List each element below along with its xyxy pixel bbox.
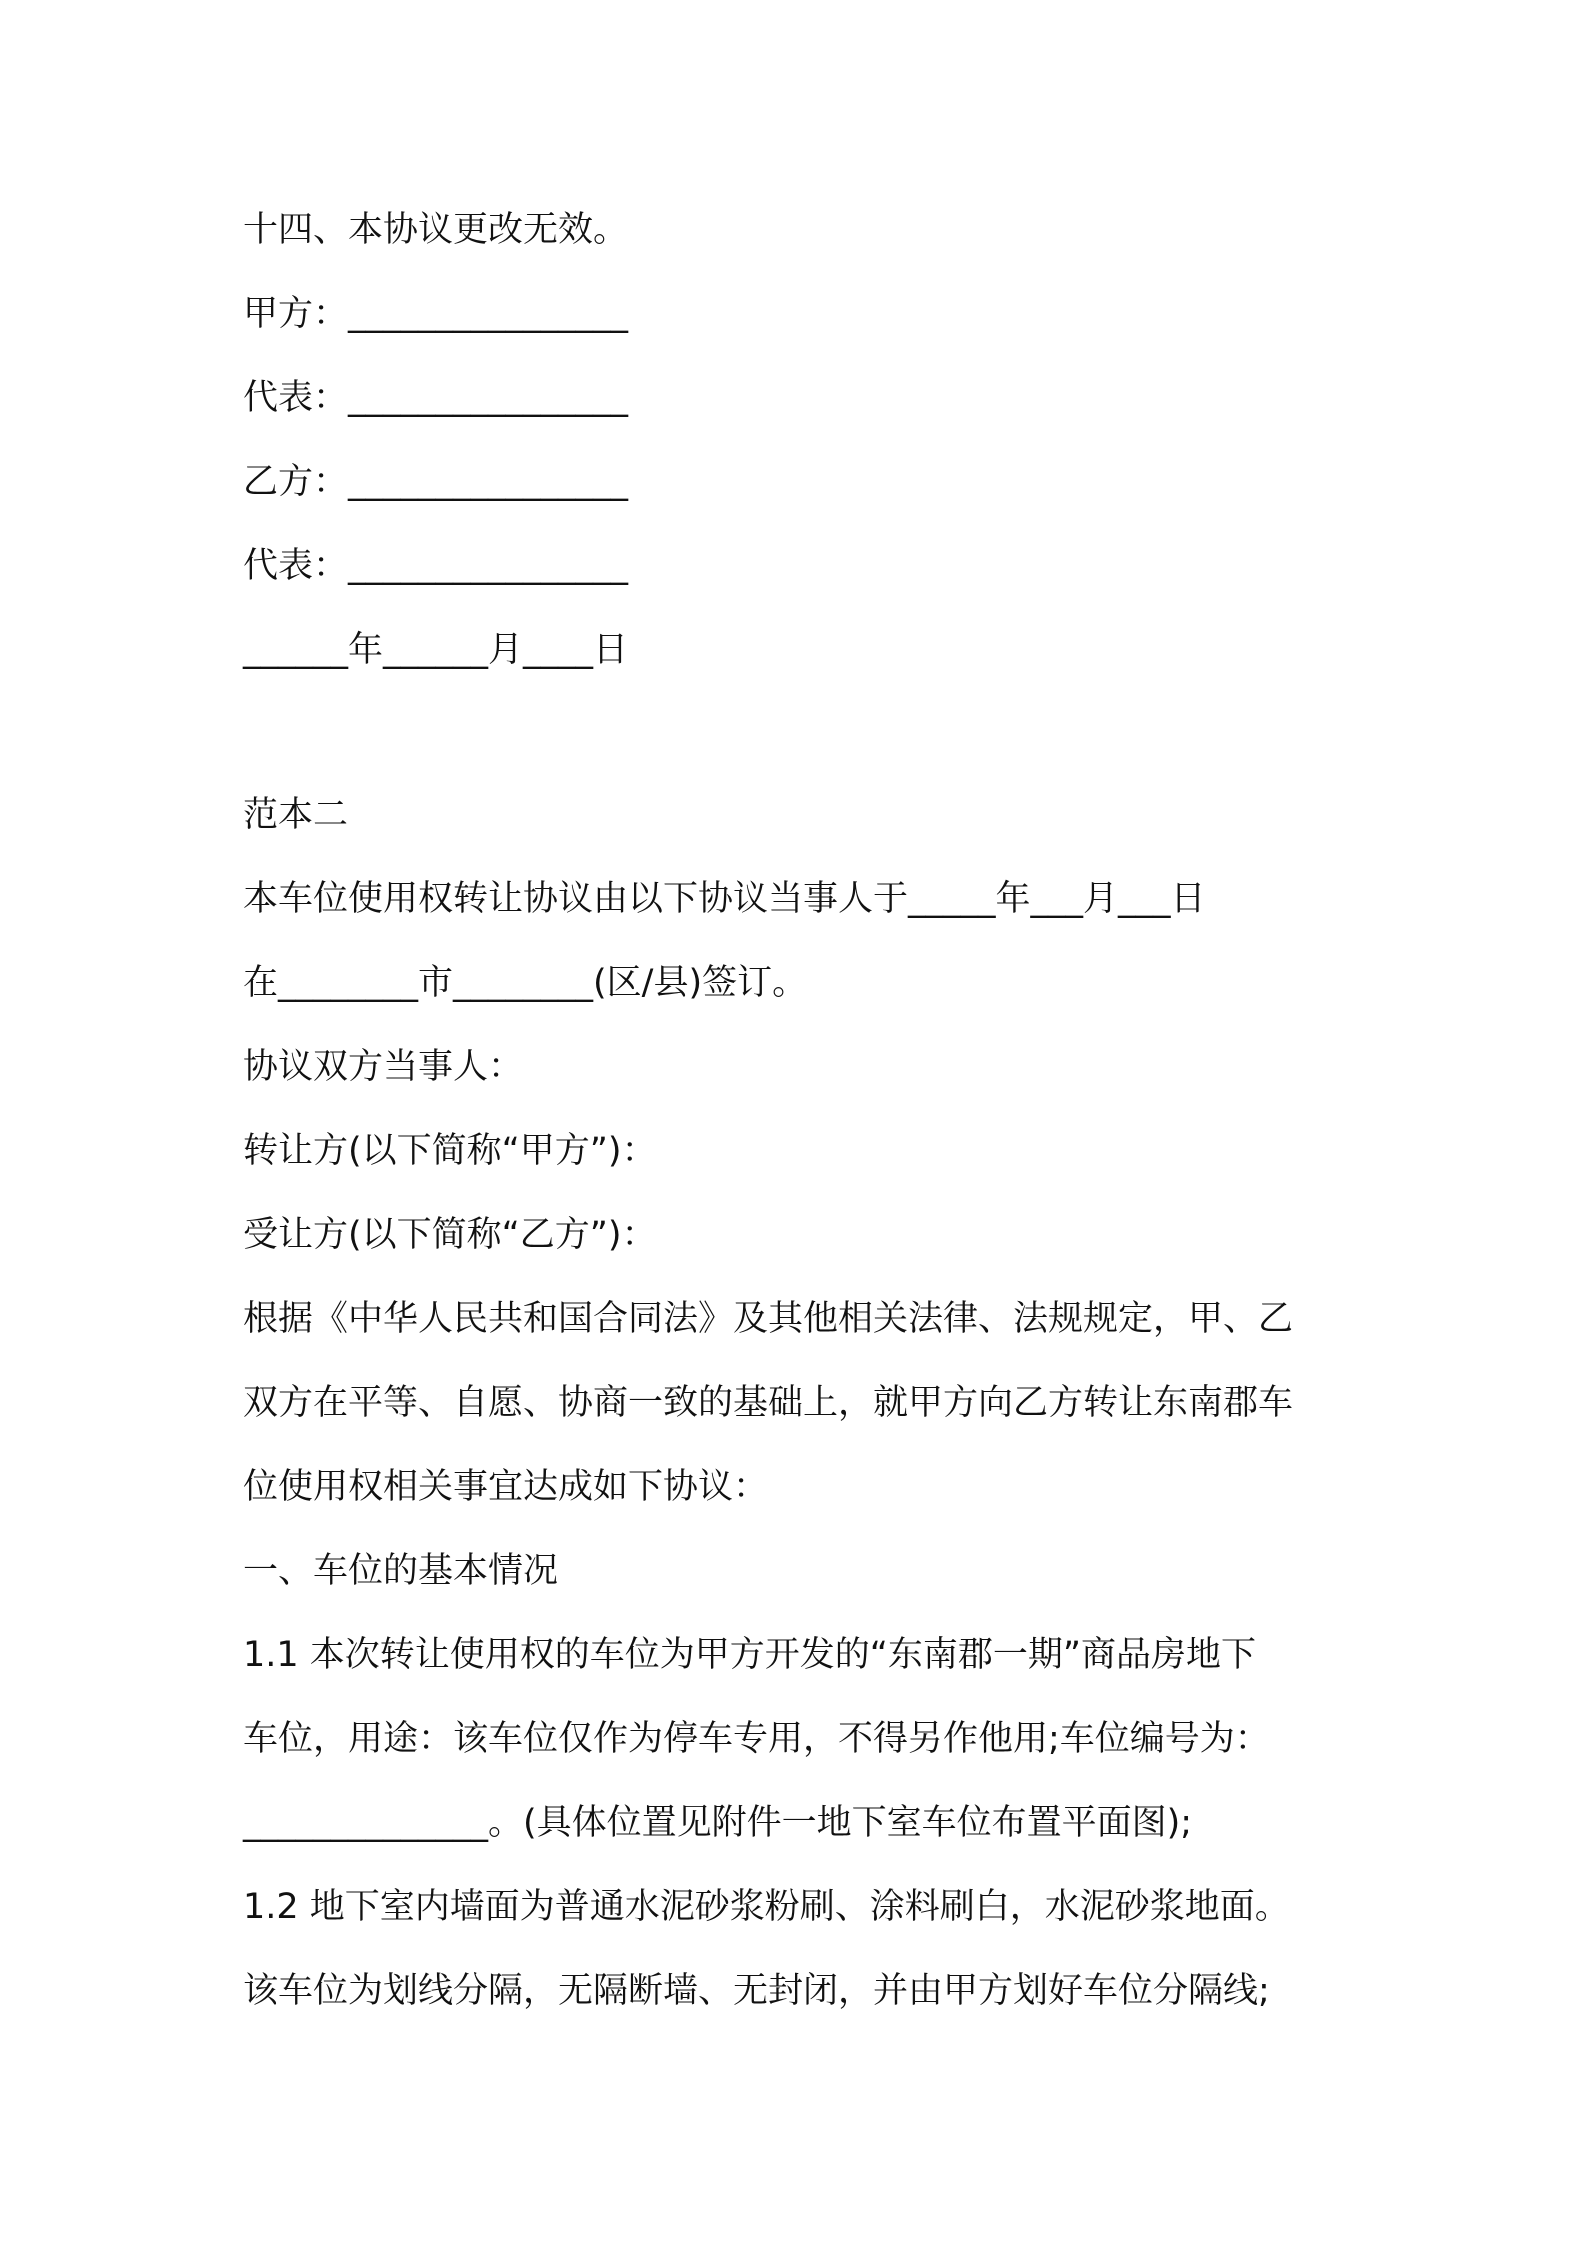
preamble-line-1: 根据《中华人民共和国合同法》及其他相关法律、法规规定，甲、乙	[243, 1299, 1294, 1339]
clause-1-1-line-3: ______________。(具体位置见附件一地下室车位布置平面图);	[243, 1803, 1193, 1843]
section-heading-template-two: 范本二	[243, 795, 349, 835]
transferor-line: 转让方(以下简称“甲方”)：	[243, 1131, 657, 1171]
clause-14-text: 十四、本协议更改无效。	[243, 210, 629, 250]
party-b-representative-line: 代表：________________	[243, 546, 629, 586]
preamble-line-3: 位使用权相关事宜达成如下协议：	[243, 1467, 769, 1507]
party-a-representative-line: 代表：________________	[243, 378, 629, 418]
section-1-heading: 一、车位的基本情况	[243, 1551, 559, 1591]
clause-1-1-line-2: 车位，用途：该车位仅作为停车专用，不得另作他用;车位编号为：	[243, 1719, 1270, 1759]
party-a-signature-line: 甲方：________________	[243, 294, 629, 334]
clause-1-2-line-1: 1.2 地下室内墙面为普通水泥砂浆粉刷、涂料刷白，水泥砂浆地面。	[243, 1887, 1290, 1927]
transferee-line: 受让方(以下简称“乙方”)：	[243, 1215, 657, 1255]
parties-heading: 协议双方当事人：	[243, 1047, 524, 1087]
clause-1-2-line-2: 该车位为划线分隔，无隔断墙、无封闭，并由甲方划好车位分隔线;	[243, 1971, 1270, 2011]
date-line: ______年______月____日	[243, 630, 629, 670]
clause-1-1-line-1: 1.1 本次转让使用权的车位为甲方开发的“东南郡一期”商品房地下	[243, 1635, 1257, 1675]
preamble-line-2: 双方在平等、自愿、协商一致的基础上，就甲方向乙方转让东南郡车	[243, 1383, 1294, 1423]
agreement-intro-line-2: 在________市________(区/县)签订。	[243, 963, 808, 1003]
agreement-intro-line-1: 本车位使用权转让协议由以下协议当事人于_____年___月___日	[243, 879, 1206, 919]
party-b-signature-line: 乙方：________________	[243, 462, 629, 502]
